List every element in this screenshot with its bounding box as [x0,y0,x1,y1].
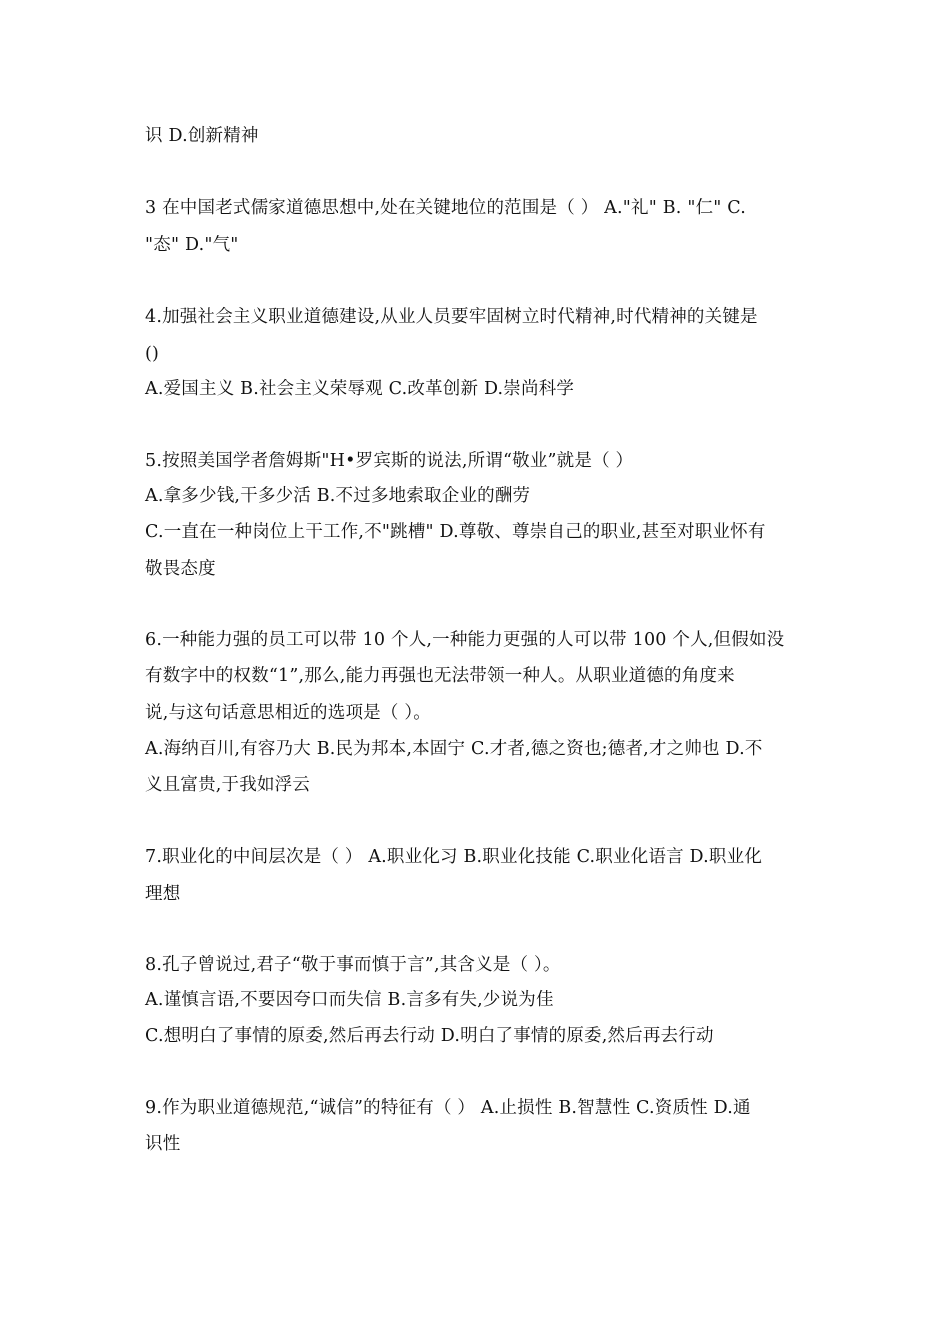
continuation-line: 识 D.创新精神 [145,126,259,146]
question-line: "态" D."气" [145,235,239,255]
question-line: 8.孔子曾说过,君子“敬于事而慎于言”,其含义是（ ）。 [145,955,561,975]
question-options: A.谨慎言语,不要因夸口而失信 B.言多有失,少说为佳 [145,990,554,1010]
question-line: 3 在中国老式儒家道德思想中,处在关键地位的范围是（ ） A."礼" B. "仁" C. [145,198,747,218]
question-options: A.爱国主义 B.社会主义荣辱观 C.改革创新 D.崇尚科学 [145,379,575,399]
question-line: 识性 [145,1134,181,1154]
question-line: 理想 [145,884,181,904]
question-line: 有数字中的权数“1”,那么,能力再强也无法带领一种人。从职业道德的角度来 [145,666,735,686]
question-line: () [145,344,160,364]
question-options: A.海纳百川,有容乃大 B.民为邦本,本固宁 C.才者,德之资也;德者,才之帅也 D.不 [145,739,763,759]
question-options: A.拿多少钱,干多少活 B.不过多地索取企业的酬劳 [145,486,531,506]
question-options: C.一直在一种岗位上干工作,不"跳槽" D.尊敬、尊崇自己的职业,甚至对职业怀有 [145,522,766,542]
question-line: 说,与这句话意思相近的选项是（ ）。 [145,703,431,723]
question-line: 9.作为职业道德规范,“诚信”的特征有（ ） A.止损性 B.智慧性 C.资质性 D.通 [145,1098,751,1118]
question-line: 6.一种能力强的员工可以带 10 个人,一种能力更强的人可以带 100 个人,但假如没 [145,630,785,650]
question-options: 义且富贵,于我如浮云 [145,775,311,795]
question-line: 5.按照美国学者詹姆斯"H•罗宾斯的说法,所谓“敬业”就是（ ） [145,451,634,471]
question-options: C.想明白了事情的原委,然后再去行动 D.明白了事情的原委,然后再去行动 [145,1026,714,1046]
question-line: 4.加强社会主义职业道德建设,从业人员要牢固树立时代精神,时代精神的关键是 [145,307,758,327]
question-options: 敬畏态度 [145,559,216,579]
question-line: 7.职业化的中间层次是（ ） A.职业化习 B.职业化技能 C.职业化语言 D.职业化 [145,847,763,867]
